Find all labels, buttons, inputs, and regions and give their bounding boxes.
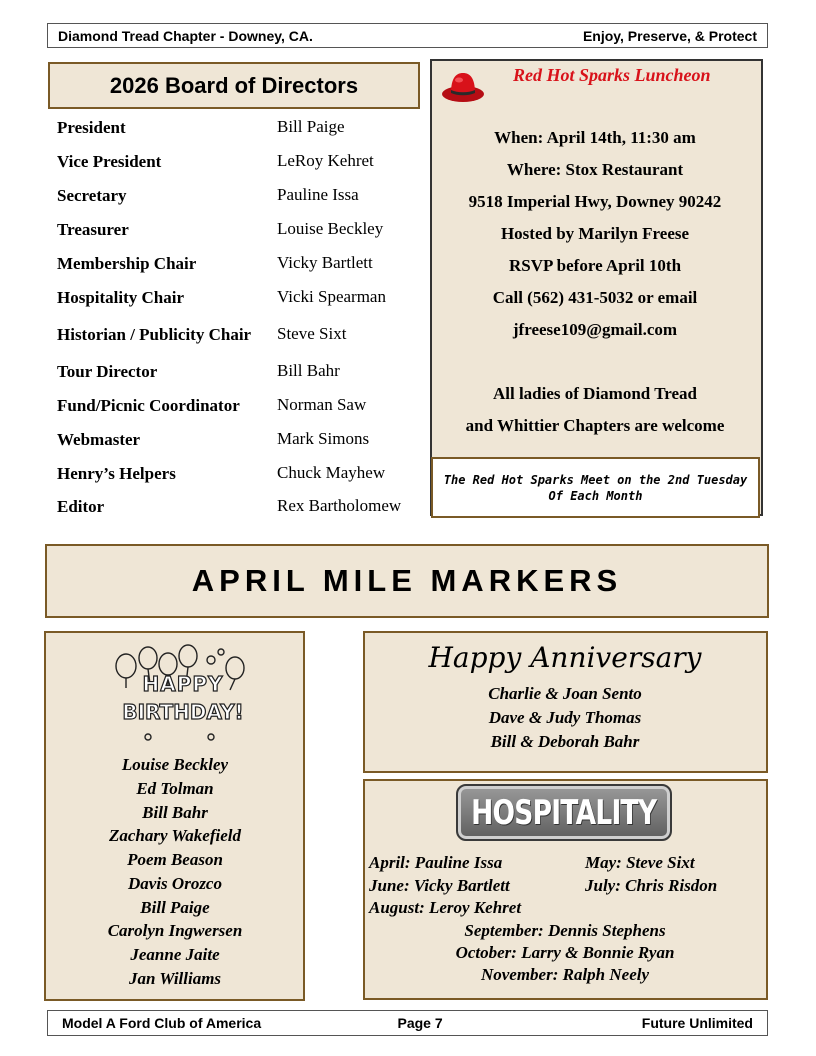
- luncheon-rsvp: RSVP before April 10th: [508, 256, 682, 275]
- hospitality-sign: [456, 784, 672, 841]
- board-name: Vicky Bartlett: [277, 253, 373, 272]
- hospitality-entry: May: Steve Sixt: [585, 853, 695, 872]
- board-name: Chuck Mayhew: [277, 463, 386, 482]
- board-row: [57, 282, 427, 312]
- board-row: [57, 180, 427, 210]
- birthday-name: Zachary Wakefield: [108, 826, 242, 845]
- anniversary-couple: Charlie & Joan Sento: [488, 684, 642, 703]
- luncheon-address: 9518 Imperial Hwy, Downey 90242: [468, 192, 722, 211]
- board-name: Steve Sixt: [277, 324, 347, 343]
- board-role: Secretary: [57, 185, 127, 205]
- anniversary-couple: Dave & Judy Thomas: [488, 708, 642, 727]
- board-row: [57, 424, 427, 454]
- birthday-graphic-line2: BIRTHDAY!: [122, 700, 244, 724]
- luncheon-note: The Red Hot Sparks Meet on the 2nd Tuesday Of Each Month: [431, 457, 760, 518]
- board-row: [57, 315, 427, 353]
- hospitality-entry: August: Leroy Kehret: [369, 898, 522, 917]
- birthday-name: Jeanne Jaite: [130, 945, 220, 964]
- board-role: Treasurer: [57, 219, 129, 239]
- board-row: [57, 214, 427, 244]
- anniversary-heading: Happy Anniversary: [428, 641, 702, 674]
- board-role: Henry’s Helpers: [57, 463, 176, 483]
- board-name: Bill Bahr: [277, 361, 340, 380]
- luncheon-phone: Call (562) 431-5032 or email: [492, 288, 698, 307]
- birthday-name: Davis Orozco: [128, 874, 222, 893]
- footer-club: Model A Ford Club of America: [62, 1015, 262, 1031]
- board-row: [57, 112, 427, 142]
- board-name: Pauline Issa: [277, 185, 359, 204]
- board-role: Hospitality Chair: [57, 287, 185, 307]
- board-name: Norman Saw: [277, 395, 367, 414]
- hospitality-entry: September: Dennis Stephens: [464, 921, 666, 940]
- board-role: Fund/Picnic Coordinator: [57, 395, 240, 415]
- board-row: [57, 146, 427, 176]
- board-row: [57, 491, 427, 521]
- luncheon-welcome-1: All ladies of Diamond Tread: [492, 384, 698, 403]
- footer-motto: Future Unlimited: [641, 1015, 753, 1031]
- page-header: [47, 23, 768, 48]
- board-role: Historian / Publicity Chair: [57, 324, 252, 344]
- birthday-name: Poem Beason: [127, 850, 223, 869]
- birthday-name: Jan Williams: [128, 969, 222, 988]
- board-role: President: [57, 117, 126, 137]
- board-name: Vicki Spearman: [277, 287, 386, 306]
- birthday-name: Bill Paige: [140, 898, 210, 917]
- board-row: [57, 356, 427, 386]
- board-row: [57, 390, 427, 420]
- anniversary-couple: Bill & Deborah Bahr: [490, 732, 640, 751]
- page-footer: [47, 1010, 768, 1036]
- luncheon-when: When: April 14th, 11:30 am: [494, 128, 696, 147]
- birthday-name: Ed Tolman: [136, 779, 214, 798]
- board-role: Vice President: [57, 151, 162, 171]
- luncheon-where: Where: Stox Restaurant: [506, 160, 684, 179]
- hospitality-entry: July: Chris Risdon: [585, 876, 718, 895]
- board-name: Louise Beckley: [277, 219, 384, 238]
- board-row: [57, 248, 427, 278]
- red-hat-icon: [440, 70, 486, 104]
- hospitality-entry: June: Vicky Bartlett: [369, 876, 510, 895]
- board-role: Editor: [57, 496, 105, 516]
- board-role: Tour Director: [57, 361, 158, 381]
- birthday-name: Carolyn Ingwersen: [107, 921, 243, 940]
- birthday-graphic-line1: HAPPY: [142, 672, 224, 696]
- hospitality-entry: October: Larry & Bonnie Ryan: [455, 943, 675, 962]
- luncheon-welcome-2: and Whittier Chapters are welcome: [465, 416, 725, 435]
- board-name: Bill Paige: [277, 117, 345, 136]
- luncheon-title: Red Hot Sparks Luncheon: [513, 65, 711, 85]
- header-motto: Enjoy, Preserve, & Protect: [582, 27, 757, 44]
- hospitality-sign-text: HOSPITALITY: [471, 792, 657, 833]
- hospitality-entry: April: Pauline Issa: [369, 853, 503, 872]
- luncheon-email[interactable]: jfreese109@gmail.com: [512, 320, 678, 339]
- birthday-name: Louise Beckley: [121, 755, 229, 774]
- board-title: 2026 Board of Directors: [48, 62, 420, 109]
- header-chapter: Diamond Tread Chapter - Downey, CA.: [58, 27, 313, 44]
- board-name: Mark Simons: [277, 429, 370, 448]
- footer-page-number: Page 7: [397, 1015, 443, 1031]
- birthday-name: Bill Bahr: [142, 803, 208, 822]
- board-row: [57, 458, 427, 488]
- board-name: LeRoy Kehret: [277, 151, 374, 170]
- luncheon-host: Hosted by Marilyn Freese: [500, 224, 690, 243]
- mile-markers-title: APRIL MILE MARKERS: [45, 544, 769, 618]
- hospitality-entry: November: Ralph Neely: [480, 965, 650, 984]
- board-role: Webmaster: [57, 429, 141, 449]
- board-role: Membership Chair: [57, 253, 197, 273]
- board-name: Rex Bartholomew: [277, 496, 402, 515]
